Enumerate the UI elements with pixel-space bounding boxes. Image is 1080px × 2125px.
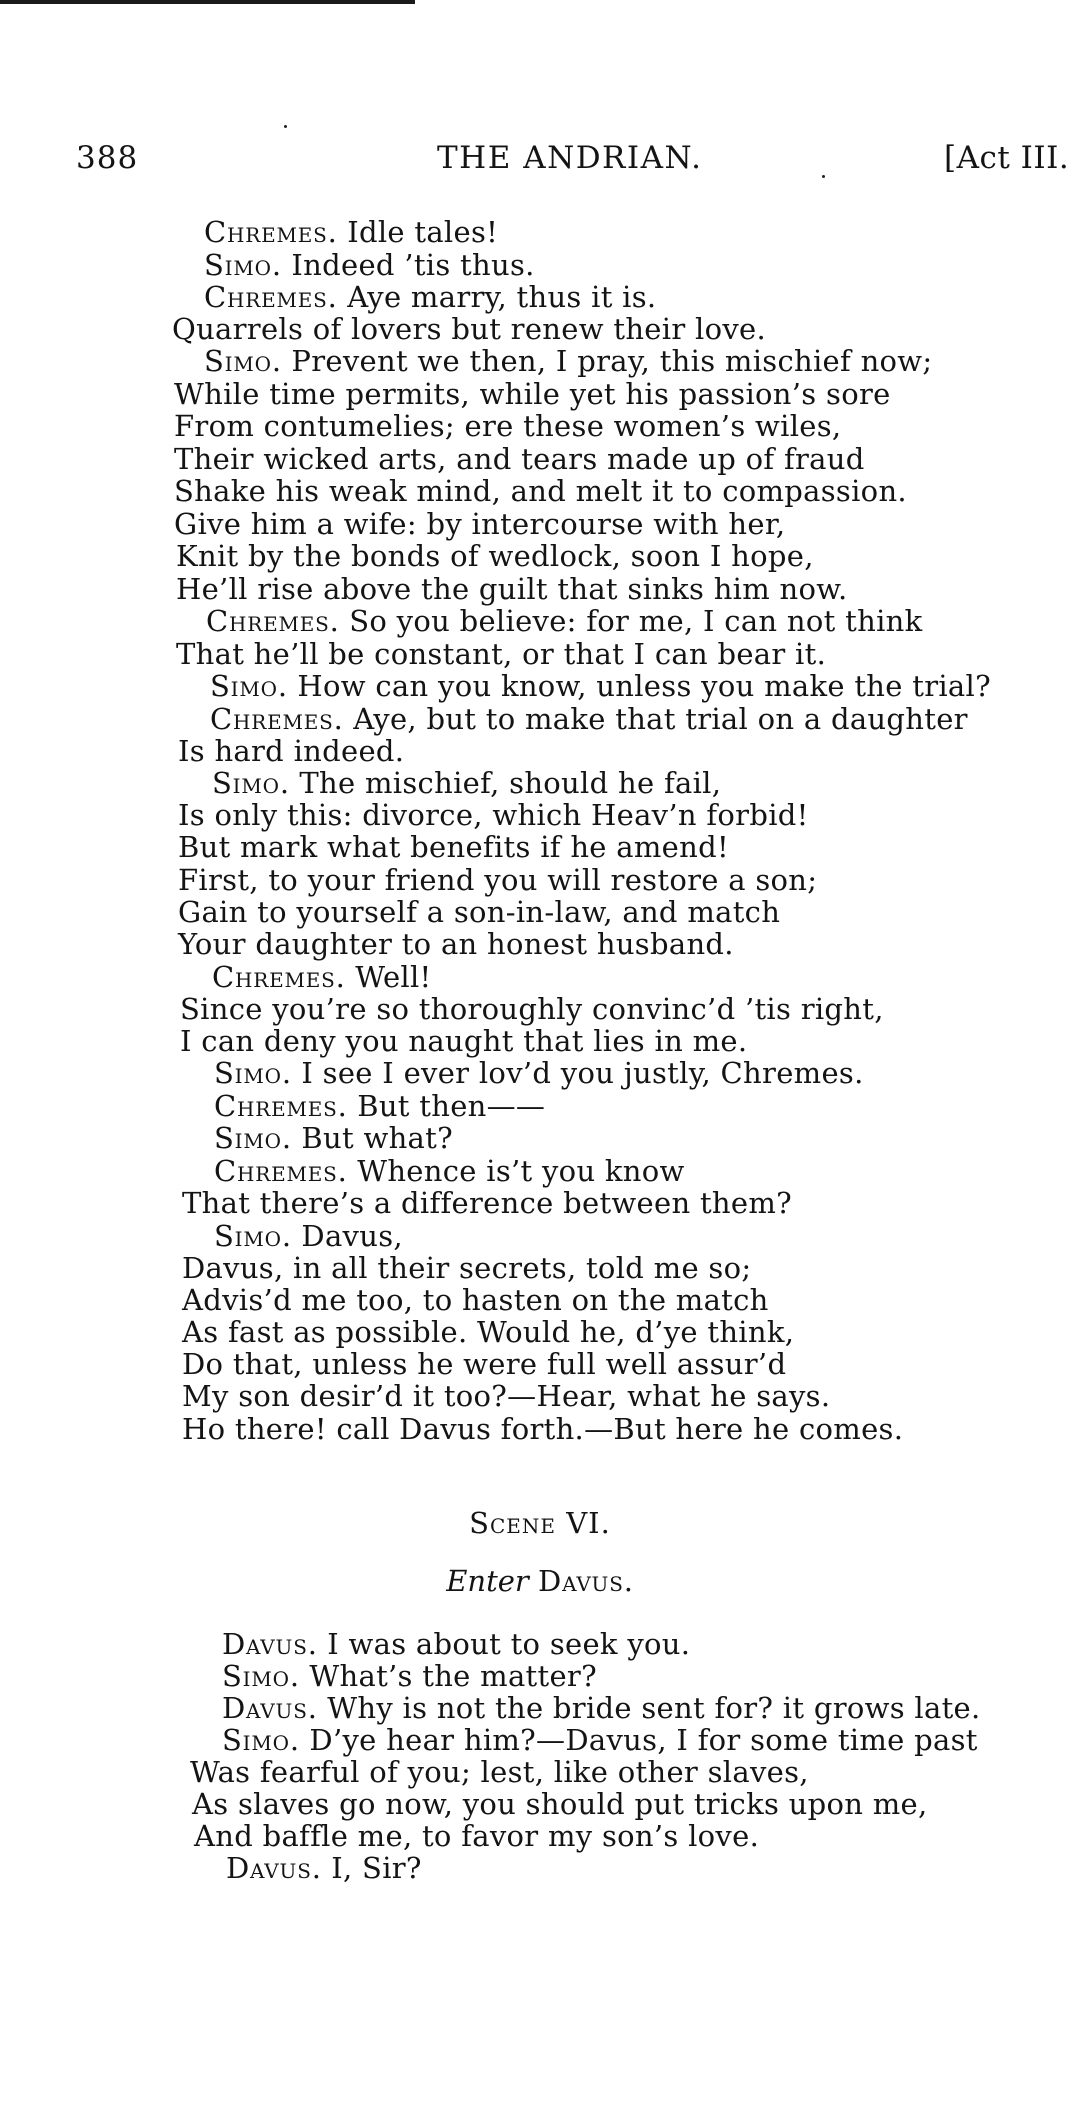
line-text: I, Sir? (321, 1851, 422, 1885)
verse-line (214, 1155, 685, 1187)
verse-line (182, 1348, 786, 1380)
speaker-name: Chremes. (214, 1089, 348, 1123)
verse-line (180, 1025, 747, 1057)
line-text: Is only this: divorce, which Heav’n forbid! (178, 798, 809, 832)
verse-line (178, 896, 780, 928)
act-label: [Act III. (944, 140, 1070, 176)
line-text: Aye marry, thus it is. (337, 280, 657, 314)
line-text: Was fearful of you; lest, like other slaves, (190, 1755, 809, 1789)
verse-line (190, 1756, 809, 1788)
line-text: How can you know, unless you make the trial? (287, 669, 991, 703)
line-text: Whence is’t you know (347, 1154, 685, 1188)
verse-line (176, 540, 814, 572)
line-text: Give him a wife: by intercourse with her, (174, 507, 786, 541)
speaker-name: Chremes. (204, 280, 338, 314)
speaker-name: Davus. (226, 1851, 322, 1885)
verse-line (204, 249, 535, 281)
line-text: What’s the matter? (299, 1659, 597, 1693)
verse-line (212, 767, 721, 799)
verse-line (182, 1187, 792, 1219)
verse-line (214, 1090, 545, 1122)
verse-line (178, 735, 404, 767)
top-rule (0, 0, 415, 4)
speaker-name: Simo. (212, 766, 290, 800)
verse-line (204, 281, 656, 313)
verse-line (174, 410, 841, 442)
line-text: Knit by the bonds of wedlock, soon I hope, (176, 539, 814, 573)
line-text: I see I ever lov’d you justly, Chremes. (291, 1056, 864, 1090)
verse-line (194, 1820, 759, 1852)
line-text: My son desir’d it too?—Hear, what he says. (182, 1379, 831, 1413)
line-text: But then—— (347, 1089, 546, 1123)
line-text: Since you’re so thoroughly convinc’d ’tis right, (180, 992, 884, 1026)
stage-character: Davus. (538, 1564, 634, 1598)
line-text: Prevent we then, I pray, this mischief now; (281, 344, 933, 378)
verse-line (182, 1252, 751, 1284)
verse-line (172, 313, 766, 345)
stage-direction (0, 1564, 1080, 1598)
line-text: Davus, (291, 1219, 403, 1253)
line-text: But mark what benefits if he amend! (178, 830, 729, 864)
verse-line (212, 961, 432, 993)
line-text: But what? (291, 1121, 453, 1155)
verse-line (182, 1413, 903, 1445)
line-text: Their wicked arts, and tears made up of fraud (174, 442, 865, 476)
line-text: I was about to seek you. (317, 1627, 691, 1661)
verse-line (174, 475, 907, 507)
verse-line (210, 703, 968, 735)
speaker-name: Chremes. (212, 960, 346, 994)
line-text: That there’s a difference between them? (182, 1186, 792, 1220)
verse-line (222, 1628, 690, 1660)
line-text: D’ye hear him?—Davus, I for some time past (299, 1723, 978, 1757)
speaker-name: Simo. (214, 1219, 292, 1253)
verse-line (178, 799, 809, 831)
verse-line (176, 638, 826, 670)
line-text: The mischief, should he fail, (289, 766, 722, 800)
verse-line (226, 1852, 422, 1884)
page-header (0, 140, 1080, 190)
scene-title: Scene VI. (469, 1506, 611, 1540)
speaker-name: Davus. (222, 1691, 318, 1725)
speaker-name: Simo. (214, 1121, 292, 1155)
verse-line (178, 928, 734, 960)
verse-line (174, 378, 891, 410)
stage-verb: Enter (446, 1564, 529, 1598)
speaker-name: Davus. (222, 1627, 318, 1661)
line-text: Well! (345, 960, 432, 994)
line-text: From contumelies; ere these women’s wiles, (174, 409, 842, 443)
verse-line (192, 1788, 928, 1820)
line-text: As slaves go now, you should put tricks upon me, (192, 1787, 928, 1821)
verse-line (178, 831, 729, 863)
line-text: Why is not the bride sent for? it grows late. (317, 1691, 981, 1725)
verse-line (222, 1724, 978, 1756)
line-text: Idle tales! (337, 215, 499, 249)
print-speck (284, 125, 287, 128)
verse-line (182, 1380, 830, 1412)
verse-line (180, 993, 884, 1025)
line-text: Ho there! call Davus forth.—But here he comes. (182, 1412, 904, 1446)
speaker-name: Simo. (204, 248, 282, 282)
verse-line (174, 508, 785, 540)
speaker-name: Simo. (204, 344, 282, 378)
print-speck (822, 175, 825, 178)
verse-line (214, 1220, 403, 1252)
line-text: Aye, but to make that trial on a daughter (343, 702, 968, 736)
speaker-name: Chremes. (204, 215, 338, 249)
line-text: Is hard indeed. (178, 734, 405, 768)
line-text: Your daughter to an honest husband. (178, 927, 734, 961)
verse-line (176, 573, 848, 605)
line-text: Gain to yourself a son-in-law, and match (178, 895, 781, 929)
line-text: So you believe: for me, I can not think (339, 604, 923, 638)
verse-line (178, 864, 817, 896)
line-text: Shake his weak mind, and melt it to compassion. (174, 474, 907, 508)
verse-line (214, 1057, 864, 1089)
speaker-name: Simo. (210, 669, 288, 703)
verse-line (222, 1692, 981, 1724)
speaker-name: Chremes. (210, 702, 344, 736)
line-text: That he’ll be constant, or that I can bear it. (176, 637, 827, 671)
verse-line (222, 1660, 597, 1692)
line-text: I can deny you naught that lies in me. (180, 1024, 748, 1058)
speaker-name: Simo. (222, 1723, 300, 1757)
line-text: First, to your friend you will restore a son; (178, 863, 818, 897)
verse-line (210, 670, 991, 702)
verse-line (206, 605, 923, 637)
line-text: Do that, unless he were full well assur’d (182, 1347, 787, 1381)
line-text: He’ll rise above the guilt that sinks him now. (176, 572, 848, 606)
line-text: While time permits, while yet his passion’s sore (174, 377, 891, 411)
running-title: THE ANDRIAN. (437, 140, 703, 176)
verse-line (182, 1284, 769, 1316)
verse-line (214, 1122, 453, 1154)
verse-line (204, 216, 498, 248)
line-text: And baffle me, to favor my son’s love. (194, 1819, 760, 1853)
line-text: Indeed ’tis thus. (281, 248, 535, 282)
line-text: Davus, in all their secrets, told me so; (182, 1251, 752, 1285)
speaker-name: Simo. (214, 1056, 292, 1090)
line-text: As fast as possible. Would he, d’ye think, (182, 1315, 795, 1349)
speaker-name: Chremes. (214, 1154, 348, 1188)
line-text: Advis’d me too, to hasten on the match (182, 1283, 769, 1317)
speaker-name: Simo. (222, 1659, 300, 1693)
verse-line (204, 345, 933, 377)
verse-line (174, 443, 865, 475)
line-text: Quarrels of lovers but renew their love. (172, 312, 767, 346)
verse-line (182, 1316, 794, 1348)
speaker-name: Chremes. (206, 604, 340, 638)
page-number: 388 (76, 140, 139, 176)
